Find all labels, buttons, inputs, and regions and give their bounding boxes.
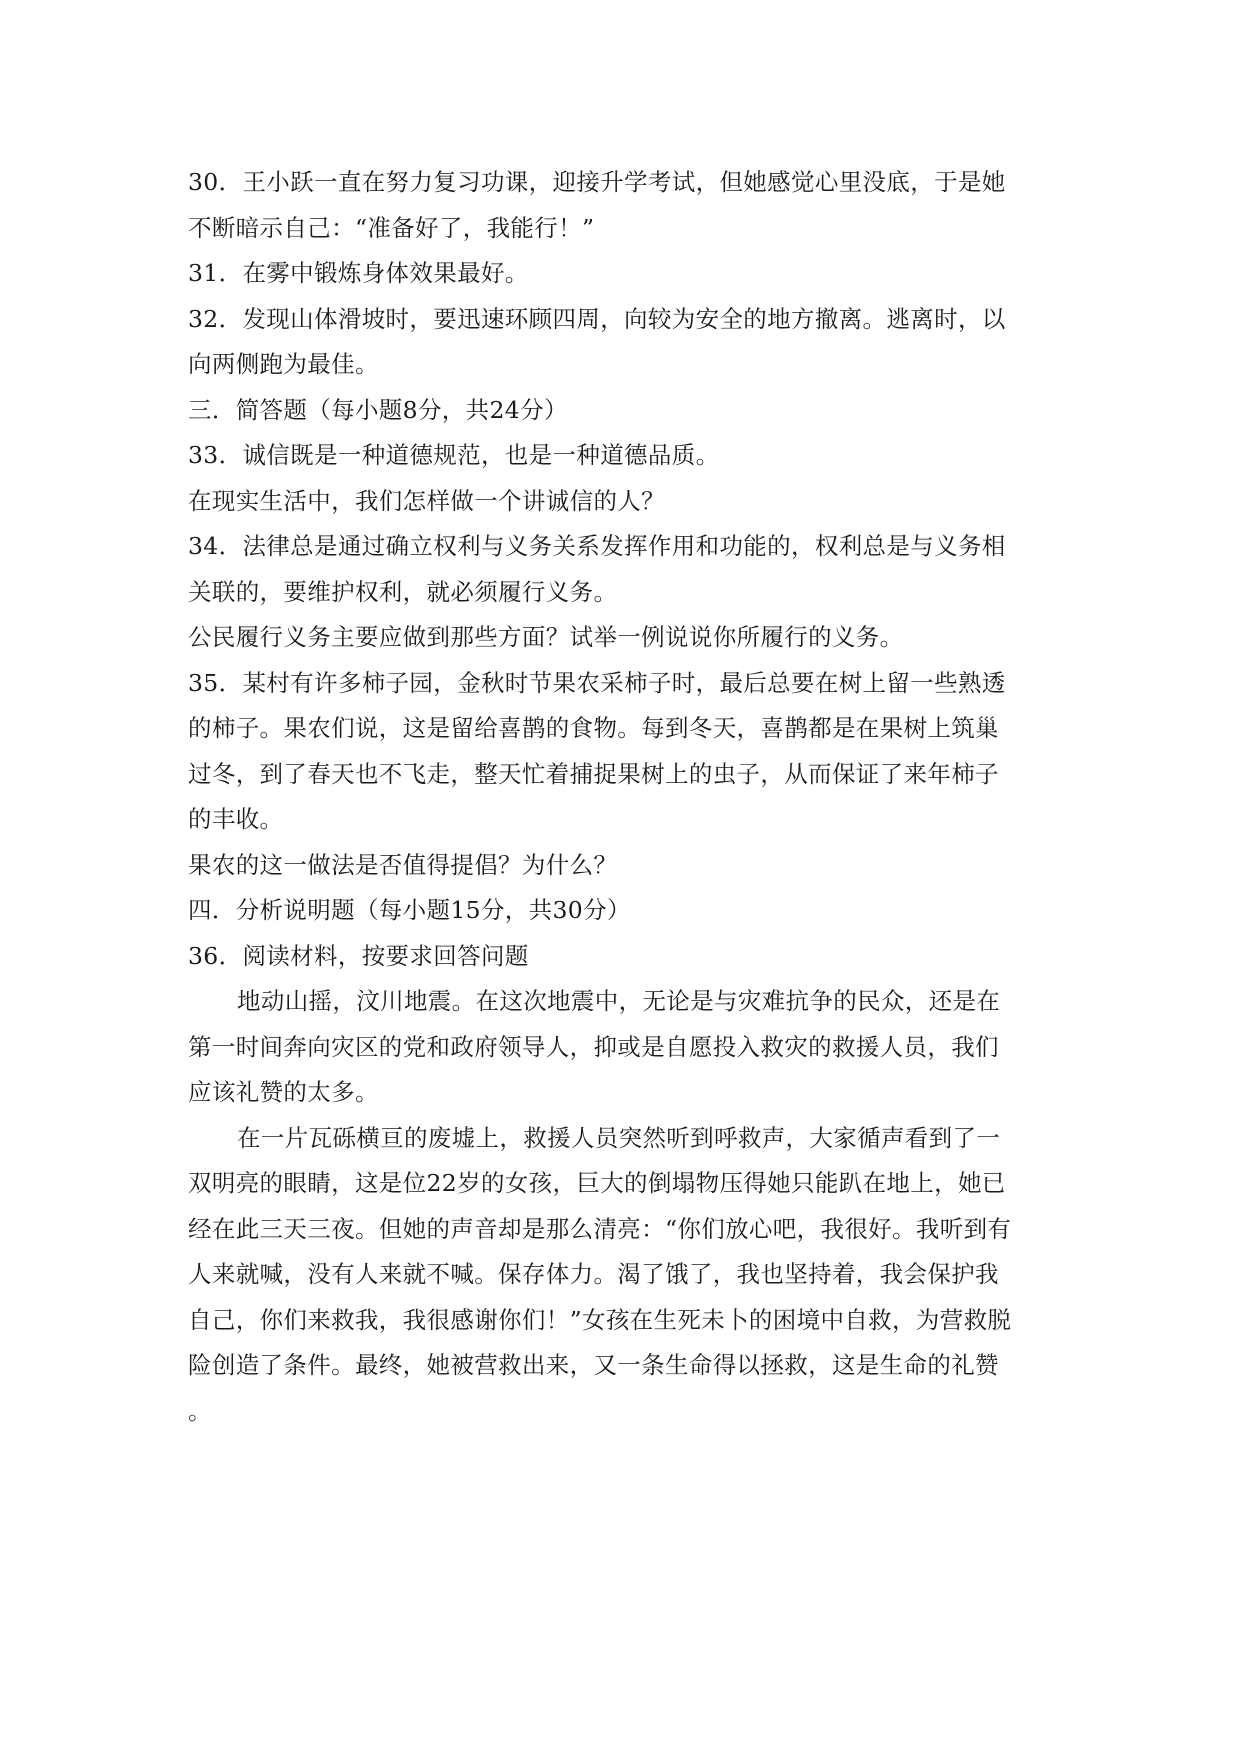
text-line: 四．分析说明题（每小题15分，共30分） — [188, 896, 631, 924]
text-line: 不断暗示自己：“准备好了，我能行！” — [188, 213, 595, 242]
text-line: 36．阅读材料，按要求回答问题 — [188, 941, 529, 970]
text-line: 险创造了条件。最终，她被营救出来，又一条生命得以拯救，这是生命的礼赞 — [188, 1351, 999, 1379]
text-line: 关联的，要维护权利，就必须履行义务。 — [188, 577, 618, 606]
text-line: 35．某村有许多柿子园，金秋时节果农采柿子时，最后总要在树上留一些熟透 — [188, 668, 1006, 697]
text-line: 应该礼赞的太多。 — [188, 1078, 379, 1106]
text-line: 在一片瓦砾横亘的废墟上，救援人员突然听到呼救声，大家循声看到了一 — [237, 1123, 1001, 1152]
text-line: 果农的这一做法是否值得提倡？为什么？ — [188, 850, 618, 879]
text-line: 34．法律总是通过确立权利与义务关系发挥作用和功能的，权利总是与义务相 — [188, 532, 1006, 560]
text-line: 在现实生活中，我们怎样做一个讲诚信的人？ — [188, 486, 665, 515]
text-line: 33．诚信既是一种道德规范，也是一种道德品质。 — [188, 441, 720, 469]
text-line: 双明亮的眼睛，这是位22岁的女孩，巨大的倒塌物压得她只能趴在地上，她已 — [188, 1169, 1006, 1197]
document-body — [188, 160, 1054, 1434]
text-line: 31．在雾中锻炼身体效果最好。 — [188, 259, 529, 287]
text-line: 人来就喊，没有人来就不喊。保存体力。渴了饿了，我也坚持着，我会保护我 — [188, 1260, 999, 1288]
text-line: 公民履行义务主要应做到那些方面？试举一例说说你所履行的义务。 — [188, 623, 904, 651]
text-line: 向两侧跑为最佳。 — [188, 350, 379, 378]
text-line: 过冬，到了春天也不飞走，整天忙着捕捉果树上的虫子，从而保证了来年柿子 — [188, 759, 999, 788]
text-line: 。 — [188, 1396, 212, 1425]
text-line: 30．王小跃一直在努力复习功课，迎接升学考试，但她感觉心里没底，于是她 — [188, 168, 1006, 196]
text-line: 32．发现山体滑坡时，要迅速环顾四周，向较为安全的地方撤离。逃离时，以 — [188, 304, 1006, 333]
text-line: 经在此三天三夜。但她的声音却是那么清亮：“你们放心吧，我很好。我听到有 — [188, 1214, 1012, 1243]
text-line: 的丰收。 — [188, 805, 284, 833]
text-line: 地动山摇，汶川地震。在这次地震中，无论是与灾难抗争的民众，还是在 — [237, 987, 1001, 1015]
text-line: 的柿子。果农们说，这是留给喜鹊的食物。每到冬天，喜鹊都是在果树上筑巢 — [188, 714, 999, 742]
text-line: 第一时间奔向灾区的党和政府领导人，抑或是自愿投入救灾的救援人员，我们 — [188, 1032, 999, 1061]
text-line: 三．简答题（每小题8分，共24分） — [188, 395, 568, 424]
text-line: 自己，你们来救我，我很感谢你们！”女孩在生死未卜的困境中自救，为营救脱 — [188, 1305, 1012, 1334]
